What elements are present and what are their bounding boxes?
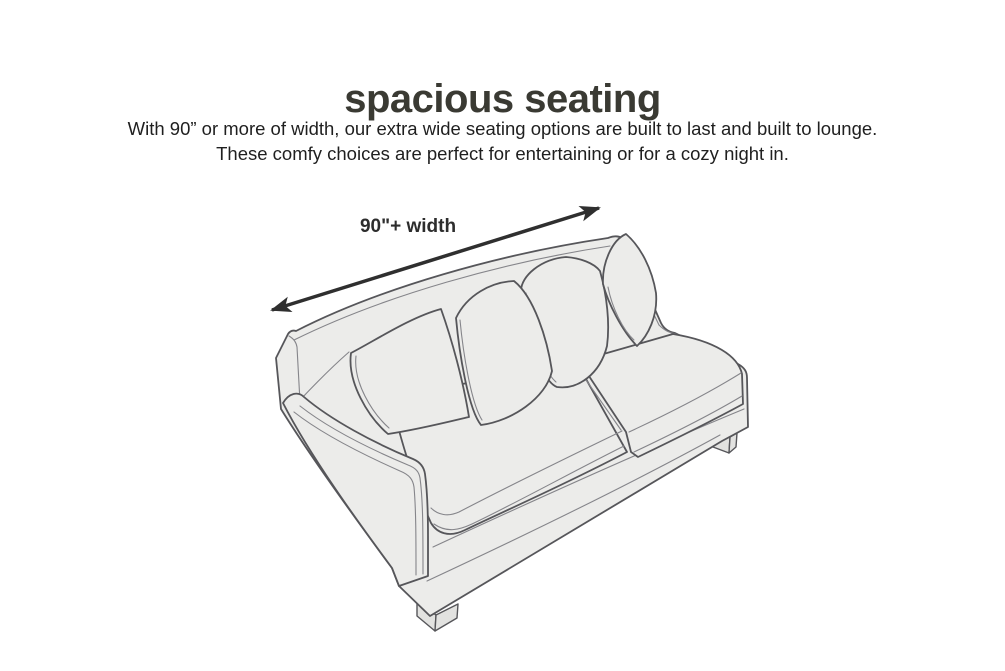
description-line-1: With 90” or more of width, our extra wide seating options are built to last and built to lounge. (127, 118, 878, 139)
dimension-label: 90"+ width (359, 216, 457, 237)
page-title: spacious seating (344, 76, 661, 121)
description-line-2: These comfy choices are perfect for entertaining or for a cozy night in. (216, 142, 789, 164)
